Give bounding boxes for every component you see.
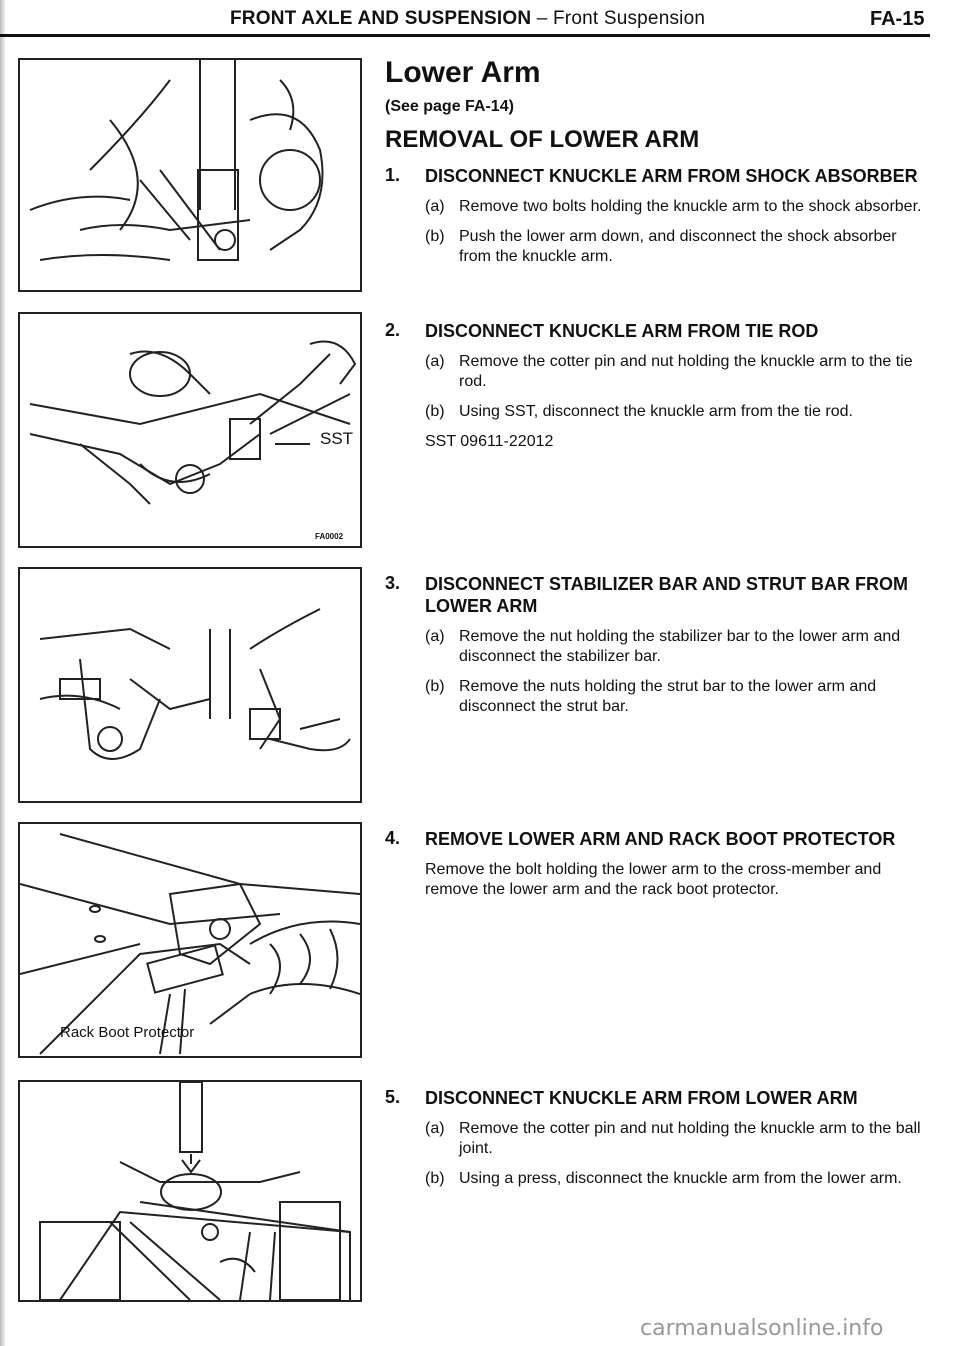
illustration-stabilizer-strut [20,569,360,801]
subitem-text: Using SST, disconnect the knuckle arm from the tie rod. [459,403,853,420]
page-header [0,0,960,40]
header-title [230,8,705,30]
figure-stabilizer-strut [18,567,362,803]
step-subitem [425,227,925,267]
step-number: 1. [385,165,401,185]
step-title: DISCONNECT STABILIZER BAR AND STRUT BAR FROM LOWER ARM [425,574,908,616]
figure-shock-absorber [18,58,362,292]
subitem-text: Remove the cotter pin and nut holding the knuckle arm to the tie rod. [459,353,913,390]
step-5 [385,1087,925,1189]
section-header [385,56,925,154]
illustration-rack-boot [20,824,360,1056]
step-title: DISCONNECT KNUCKLE ARM FROM SHOCK ABSORBER [425,166,918,186]
step-2 [385,320,925,452]
step-subitem [425,197,925,217]
illustration-press [20,1082,360,1300]
step-subitem [425,1119,925,1159]
illustration-tie-rod [20,314,360,546]
subitem-tag: (a) [425,198,445,215]
step-title: DISCONNECT KNUCKLE ARM FROM LOWER ARM [425,1088,858,1108]
step-subitem [425,677,925,717]
figure-tie-rod-sst [18,312,362,548]
step-number: 5. [385,1087,401,1107]
removal-heading: REMOVAL OF LOWER ARM [385,126,700,153]
illustration-shock-absorber [20,60,360,290]
subitem-text: Remove the nuts holding the strut bar to the lower arm and disconnect the strut bar. [459,678,877,715]
page-number: FA-15 [870,8,925,30]
section-title: Lower Arm [385,56,541,89]
sst-part-number: SST 09611-22012 [425,433,554,450]
figure-press [18,1080,362,1302]
watermark: carmanualsonline.info [640,1316,884,1341]
figure-rack-boot-protector [18,822,362,1058]
figure-code: FA0002 [315,532,344,541]
subitem-tag: (b) [425,228,445,245]
step-title: DISCONNECT KNUCKLE ARM FROM TIE ROD [425,321,819,341]
subitem-text: Remove the cotter pin and nut holding the knuckle arm to the ball joint. [459,1120,921,1157]
step-subitem [425,627,925,667]
subitem-tag: (a) [425,353,445,370]
header-main-title: FRONT AXLE AND SUSPENSION [230,8,532,29]
subitem-text: Remove the nut holding the stabilizer bar to the lower arm and disconnect the stabilizer bar. [459,628,901,665]
subitem-tag: (a) [425,1120,445,1137]
step-number: 2. [385,320,401,340]
step-title: REMOVE LOWER ARM AND RACK BOOT PROTECTOR [425,829,896,849]
header-subtitle: – Front Suspension [531,8,706,29]
page-edge-shadow [0,0,6,1346]
subitem-tag: (b) [425,403,445,420]
step-subitem [425,402,925,422]
step-4 [385,828,925,900]
step-3 [385,573,925,717]
subitem-tag: (a) [425,628,445,645]
rack-boot-protector-label: Rack Boot Protector [60,1024,195,1041]
step-number: 3. [385,573,401,593]
step-subitem [425,1169,925,1189]
header-rule [0,34,930,37]
subitem-tag: (b) [425,678,445,695]
subitem-tag: (b) [425,1170,445,1187]
see-page-reference: (See page FA-14) [385,98,514,115]
subitem-text: Remove two bolts holding the knuckle arm to the shock absorber. [459,198,922,215]
subitem-text: Using a press, disconnect the knuckle arm from the lower arm. [459,1170,902,1187]
step-subitem [425,352,925,392]
subitem-text: Push the lower arm down, and disconnect the shock absorber from the knuckle arm. [459,228,897,265]
sst-label: SST [320,429,354,448]
step-body: Remove the bolt holding the lower arm to the cross-member and remove the lower arm and the rack boot protector. [425,861,882,898]
step-1 [385,165,925,267]
step-number: 4. [385,828,401,848]
